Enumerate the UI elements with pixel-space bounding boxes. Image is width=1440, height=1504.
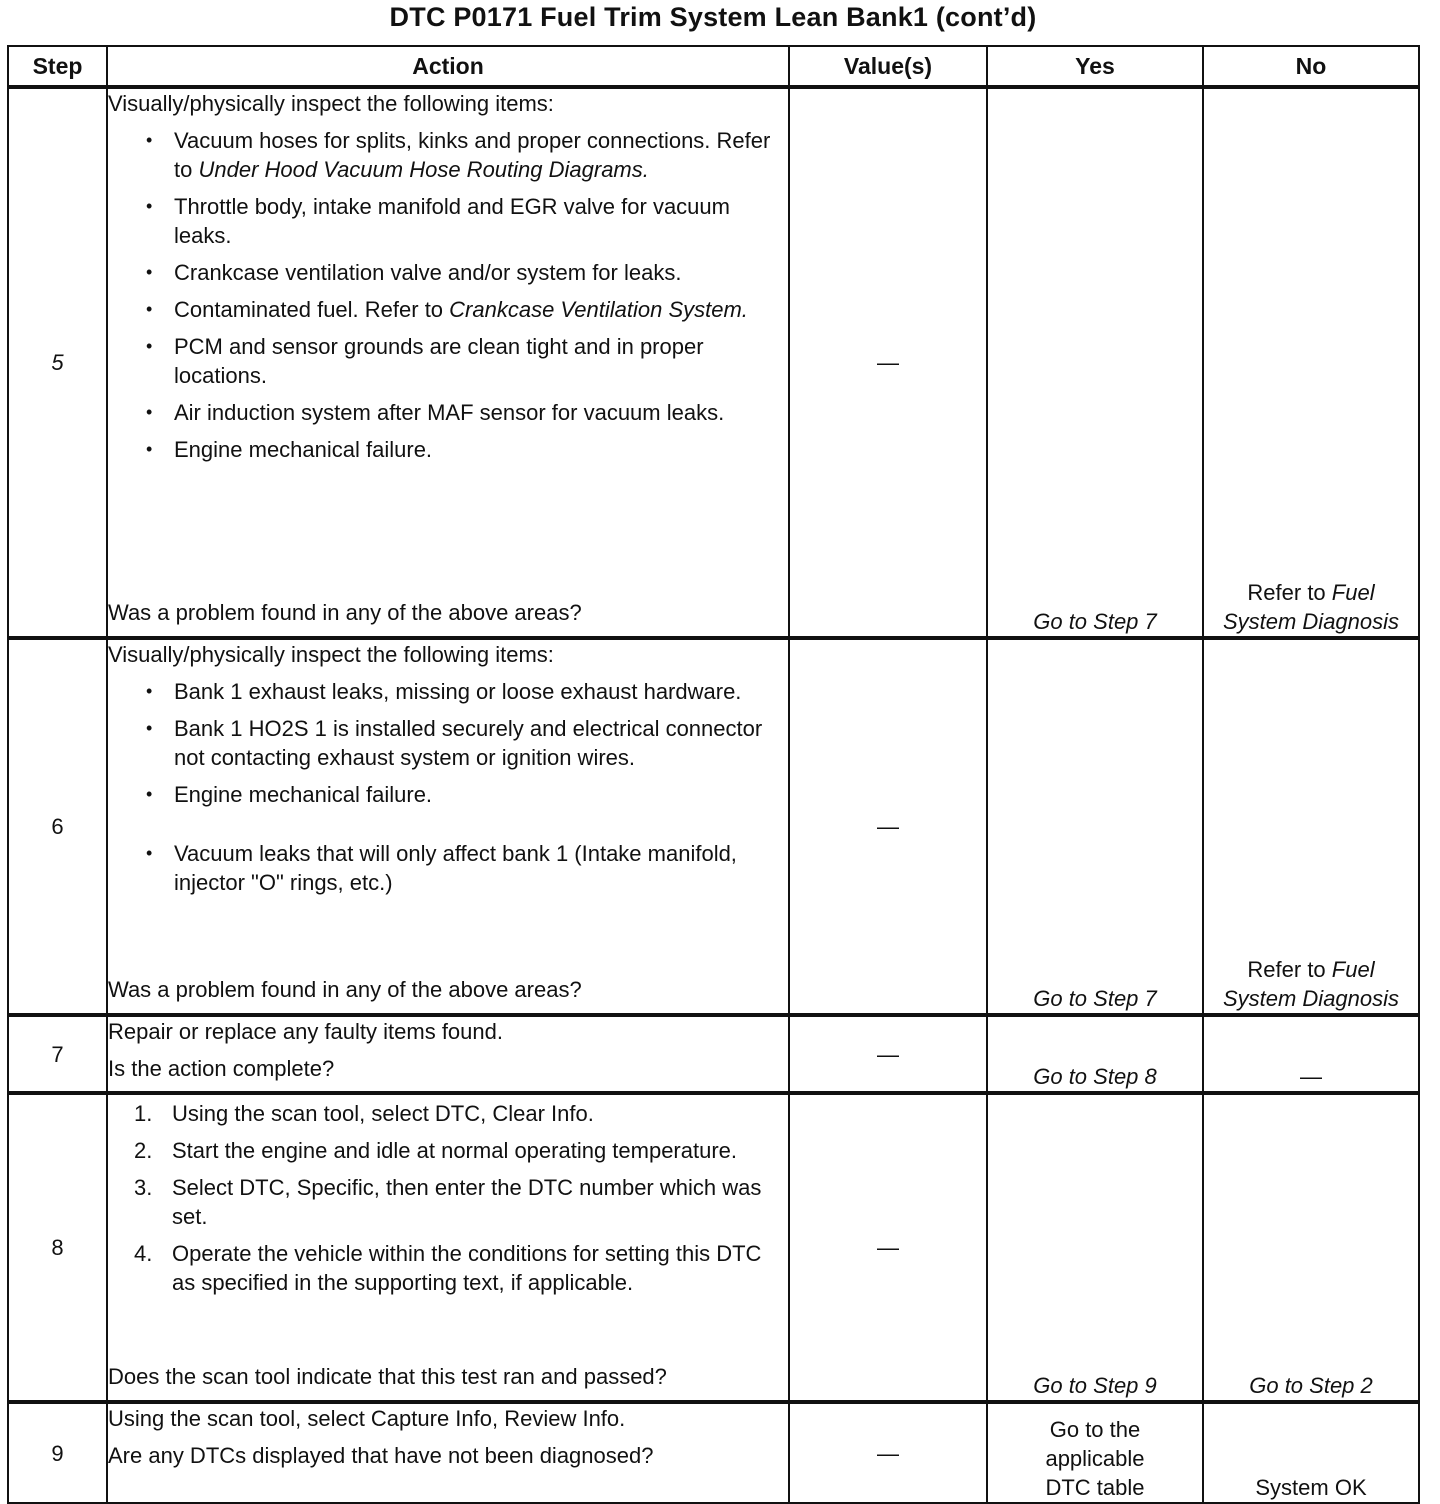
action-question: Was a problem found in any of the above areas? <box>108 600 582 625</box>
list-item: 4. Operate the vehicle within the conditions for setting this DTC as specified in the supporting text, if applicable. <box>134 1241 762 1295</box>
reference-link: Crankcase Ventilation System. <box>449 297 748 322</box>
step-number: 7 <box>8 1015 107 1093</box>
list-item: • PCM and sensor grounds are clean tight and in proper locations. <box>108 332 788 390</box>
value-cell: — <box>789 1015 987 1093</box>
header-values: Value(s) <box>789 46 987 87</box>
step-number: 5 <box>8 87 107 638</box>
list-item: • Vacuum hoses for splits, kinks and proper connections. Refer to Under Hood Vacuum Hose Routing Diagrams. <box>108 126 788 184</box>
action-question: Does the scan tool indicate that this test ran and passed? <box>108 1364 667 1389</box>
list-item: • Crankcase ventilation valve and/or system for leaks. <box>108 258 788 287</box>
no-cell: Refer to Fuel System Diagnosis <box>1203 87 1419 638</box>
inspection-list <box>108 126 788 464</box>
table-row <box>8 1093 1419 1402</box>
value-cell: — <box>789 1093 987 1402</box>
action-question: Is the action complete? <box>108 1056 335 1081</box>
table-row <box>8 1015 1419 1093</box>
action-intro: Visually/physically inspect the following items: <box>108 91 554 116</box>
list-item: 2. Start the engine and idle at normal operating temperature. <box>134 1138 738 1163</box>
list-item: • Contaminated fuel. Refer to Crankcase Ventilation System. <box>108 295 788 324</box>
action-cell <box>107 87 789 638</box>
list-item: • Engine mechanical failure. <box>108 435 788 464</box>
header-yes: Yes <box>987 46 1203 87</box>
yes-cell: Go to Step 7 <box>987 638 1203 1015</box>
step-number: 9 <box>8 1402 107 1503</box>
header-action: Action <box>107 46 789 87</box>
value-cell: — <box>789 87 987 638</box>
list-item: • Air induction system after MAF sensor for vacuum leaks. <box>108 398 788 427</box>
page-title: DTC P0171 Fuel Trim System Lean Bank1 (cont’d) <box>389 2 1037 32</box>
table-row <box>8 1402 1419 1503</box>
procedure-list <box>108 1099 788 1305</box>
step-number: 8 <box>8 1093 107 1402</box>
diagnostic-table <box>7 45 1420 1504</box>
reference-link: Under Hood Vacuum Hose Routing Diagrams. <box>198 157 649 182</box>
list-item: • Throttle body, intake manifold and EGR valve for vacuum leaks. <box>108 192 788 250</box>
yes-cell: Go to Step 7 <box>987 87 1203 638</box>
action-text: Using the scan tool, select Capture Info, Review Info. <box>108 1406 626 1431</box>
value-cell: — <box>789 638 987 1015</box>
list-item: • Bank 1 HO2S 1 is installed securely and electrical connector not contacting exhaust system or ignition wires. <box>108 714 788 772</box>
list-item: • Bank 1 exhaust leaks, missing or loose exhaust hardware. <box>108 677 788 706</box>
no-cell: Refer to Fuel System Diagnosis <box>1203 638 1419 1015</box>
action-text: Repair or replace any faulty items found. <box>108 1019 503 1044</box>
action-question: Was a problem found in any of the above areas? <box>108 977 582 1002</box>
action-cell <box>107 1093 789 1402</box>
value-cell: — <box>789 1402 987 1503</box>
inspection-list <box>108 677 788 897</box>
action-cell <box>107 1015 789 1093</box>
action-intro: Visually/physically inspect the following items: <box>108 642 554 667</box>
header-row <box>8 46 1419 87</box>
action-cell <box>107 638 789 1015</box>
list-item: 3. Select DTC, Specific, then enter the DTC number which was set. <box>134 1175 762 1229</box>
yes-cell: Go to Step 9 <box>987 1093 1203 1402</box>
list-item: 1. Using the scan tool, select DTC, Clear Info. <box>134 1101 594 1126</box>
header-no: No <box>1203 46 1419 87</box>
action-question: Are any DTCs displayed that have not been diagnosed? <box>108 1443 654 1468</box>
no-cell: — <box>1203 1015 1419 1093</box>
table-row <box>8 638 1419 1015</box>
list-item: • Engine mechanical failure. <box>108 780 788 809</box>
header-step: Step <box>8 46 107 87</box>
yes-cell: Go to the applicable DTC table <box>987 1402 1203 1503</box>
list-item: • Vacuum leaks that will only affect bank 1 (Intake manifold, injector "O" rings, etc.) <box>108 839 788 897</box>
action-cell <box>107 1402 789 1503</box>
no-cell: System OK <box>1203 1402 1419 1503</box>
yes-cell: Go to Step 8 <box>987 1015 1203 1093</box>
no-cell: Go to Step 2 <box>1203 1093 1419 1402</box>
table-row <box>8 87 1419 638</box>
step-number: 6 <box>8 638 107 1015</box>
